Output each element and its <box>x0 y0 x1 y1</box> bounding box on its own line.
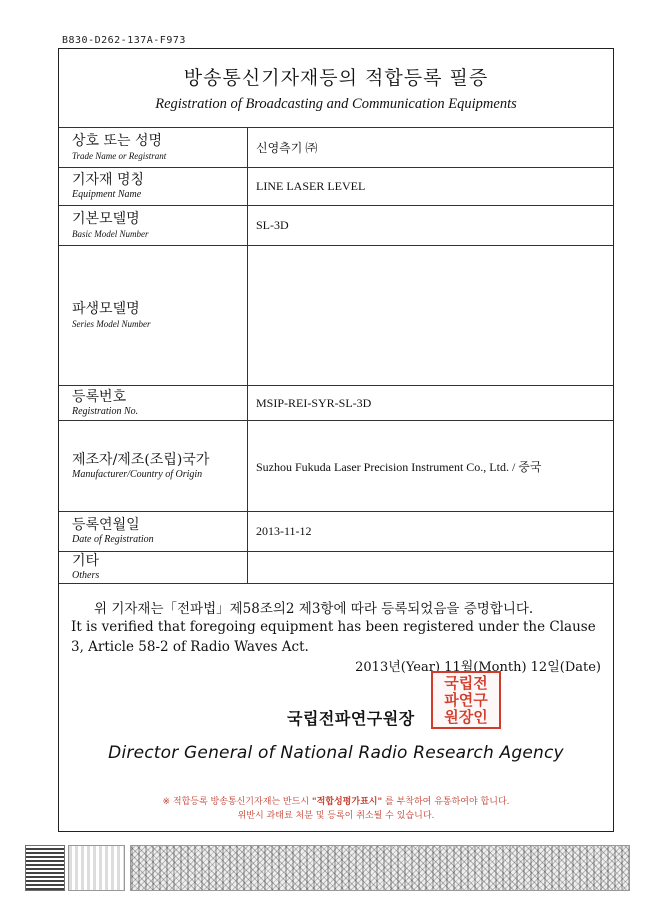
field-row-registration-date <box>59 512 613 552</box>
field-row-registration-no <box>59 386 613 421</box>
seal-line: 파연구 <box>444 691 488 709</box>
statement-korean: 위 기자재는「전파법」제58조의2 제3항에 따라 등록되었음을 증명합니다. <box>94 601 534 617</box>
barcode-icon <box>25 845 65 891</box>
field-label-ko: 기타 <box>72 553 100 569</box>
field-label-ko: 제조자/제조(조립)국가 <box>72 451 210 468</box>
registration-fields-table <box>59 127 613 584</box>
field-value-others <box>248 552 614 584</box>
certificate-frame <box>58 48 614 832</box>
field-value-manufacturer: Suzhou Fukuda Laser Precision Instrument Co., Ltd. / 중국 <box>248 421 614 512</box>
field-label-en: Series Model Number <box>72 319 151 329</box>
field-value-equipment-name: LINE LASER LEVEL <box>248 168 614 206</box>
field-label <box>59 512 248 552</box>
field-label <box>59 386 248 421</box>
field-label-ko: 기자재 명칭 <box>72 172 145 188</box>
field-label-ko: 등록연월일 <box>72 517 140 533</box>
field-label <box>59 246 248 386</box>
field-label-en: Registration No. <box>72 405 139 417</box>
field-label <box>59 168 248 206</box>
field-row-others <box>59 552 613 584</box>
director-title-english: Director General of National Radio Research Agency <box>108 743 564 763</box>
notice-prefix: ※ 적합등록 방송통신기자재는 반드시 <box>162 797 310 807</box>
field-row-equipment-name <box>59 168 613 206</box>
field-label-en: Basic Model Number <box>72 229 149 239</box>
field-value-trade-name: 신영측기 ㈜ <box>248 128 614 168</box>
hologram-icon <box>68 845 125 891</box>
field-value-series-model <box>248 246 614 386</box>
field-label-en: Others <box>72 570 100 581</box>
notice-suffix: 를 부착하여 유통하여야 합니다. <box>385 797 510 807</box>
field-value-registration-no: MSIP-REI-SYR-SL-3D <box>248 386 614 421</box>
field-row-basic-model <box>59 206 613 246</box>
signatory-korean: 국립전파연구원장 <box>287 709 415 728</box>
document-code: B830-D262-137A-F973 <box>62 35 186 46</box>
notice-emphasis: "적합성평가표시" <box>311 797 383 807</box>
title-korean: 방송통신기자재등의 적합등록 필증 <box>183 67 489 89</box>
field-row-manufacturer <box>59 421 613 512</box>
field-value-basic-model: SL-3D <box>248 206 614 246</box>
field-label-ko: 상호 또는 성명 <box>72 133 163 149</box>
field-label-en: Equipment Name <box>72 189 142 200</box>
field-label <box>59 128 248 168</box>
notice-line-2: 위반시 과태료 처분 및 등록이 취소될 수 있습니다. <box>237 811 435 821</box>
statement-english: It is verified that foregoing equipment has been registered under the Clause 3, Article 58-2 of Radio Waves Act. <box>71 619 596 655</box>
field-row-trade-name <box>59 128 613 168</box>
field-label-en: Date of Registration <box>72 534 154 545</box>
issue-date: 2013년(Year) 11월(Month) 12일(Date) <box>355 660 601 675</box>
title-english: Registration of Broadcasting and Communication Equipments <box>155 96 517 112</box>
field-label <box>59 421 248 512</box>
field-label-ko: 등록번호 <box>72 388 127 405</box>
field-label <box>59 552 248 584</box>
security-pattern-strip <box>130 845 630 891</box>
field-label-ko: 기본모델명 <box>72 211 140 227</box>
official-seal <box>431 671 501 729</box>
field-label-en: Manufacturer/Country of Origin <box>72 468 203 480</box>
seal-line: 국립전 <box>444 674 488 692</box>
field-row-series-model <box>59 246 613 386</box>
notice-line-1 <box>59 794 613 807</box>
field-label-en: Trade Name or Registrant <box>72 151 167 161</box>
seal-line: 원장인 <box>444 708 488 726</box>
field-label-ko: 파생모델명 <box>72 301 140 317</box>
field-value-registration-date: 2013-11-12 <box>248 512 614 552</box>
field-label <box>59 206 248 246</box>
